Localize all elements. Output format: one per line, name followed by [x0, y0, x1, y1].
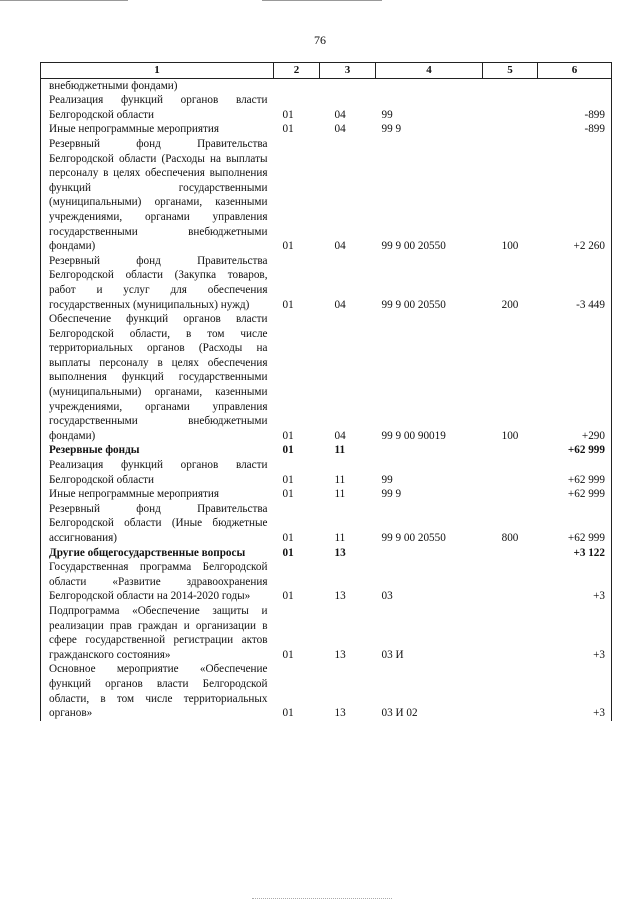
row-subsection-code: 04 — [334, 123, 346, 136]
row-expense-type — [483, 560, 538, 604]
table-row — [41, 312, 612, 443]
row-amount: +62 999 — [538, 443, 612, 458]
row-target-article: 99 9 00 20550 — [381, 240, 446, 253]
row-target-article: 99 9 00 20550 — [381, 532, 446, 544]
header-row — [41, 63, 612, 79]
row-expense-type — [483, 487, 538, 502]
row-expense-type — [483, 443, 538, 458]
row-target-article: 99 9 — [381, 488, 402, 501]
row-amount: +3 — [538, 604, 612, 662]
table-row — [41, 254, 612, 312]
table-row — [41, 458, 612, 487]
row-name: Основное мероприятие «Обеспечение функций органов власти Белгородской области, в том числе территориальных органов» — [41, 662, 274, 720]
row-expense-type — [483, 604, 538, 662]
column-header-6: 6 — [538, 63, 612, 79]
row-expense-type — [483, 122, 538, 137]
row-target-article: 99 9 — [381, 123, 402, 136]
row-subsection-code: 04 — [334, 240, 346, 253]
row-name: Обеспечение функций органов власти Белгородской области, в том числе территориальных органов (Расходы на выплаты персоналу в целях обеспечения выполнения функций государственными (муниципальными) органами, казенными учреждениями, органами управления государственными внебюджетными фондами) — [41, 312, 274, 443]
row-section-code: 01 — [282, 546, 294, 559]
row-expense-type — [483, 662, 538, 720]
bottom-edge-dots — [252, 898, 392, 899]
top-edge-line-right — [262, 0, 382, 1]
row-subsection-code: 04 — [334, 298, 346, 311]
table-row — [41, 443, 612, 458]
row-amount: +62 999 — [538, 458, 612, 487]
row-target-article — [376, 546, 483, 561]
row-subsection-code: 13 — [334, 707, 346, 720]
row-amount: -899 — [538, 122, 612, 137]
row-subsection-code: 13 — [334, 546, 346, 559]
row-name: Иные непрограммные мероприятия — [41, 487, 274, 502]
table-row — [41, 122, 612, 137]
row-expense-type — [483, 93, 538, 122]
row-amount: +2 260 — [538, 137, 612, 254]
row-expense-type — [483, 546, 538, 561]
table-row — [41, 93, 612, 122]
row-target-article: 99 — [381, 108, 393, 121]
row-target-article — [376, 443, 483, 458]
row-name: внебюджетными фондами) — [41, 78, 274, 93]
row-expense-type — [483, 78, 538, 93]
row-section-code — [274, 78, 320, 93]
row-section-code: 01 — [282, 108, 294, 121]
row-amount: +3 122 — [538, 546, 612, 561]
row-name: Государственная программа Белгородской области «Развитие здравоохранения Белгородской области на 2014-2020 годы» — [41, 560, 274, 604]
row-section-code: 01 — [282, 240, 294, 253]
table-row — [41, 662, 612, 720]
row-name: Реализация функций органов власти Белгородской области — [41, 458, 274, 487]
row-target-article: 03 — [381, 590, 393, 603]
column-header-5: 5 — [483, 63, 538, 79]
table-row — [41, 560, 612, 604]
column-header-3: 3 — [320, 63, 376, 79]
row-name: Резервный фонд Правительства Белгородской области (Закупка товаров, работ и услуг для обеспечения государственных (муниципальных) нужд) — [41, 254, 274, 312]
row-target-article: 99 9 00 20550 — [381, 298, 446, 311]
column-header-4: 4 — [376, 63, 483, 79]
row-section-code: 01 — [282, 648, 294, 661]
row-name: Реализация функций органов власти Белгородской области — [41, 93, 274, 122]
row-amount: +3 — [538, 560, 612, 604]
row-section-code: 01 — [282, 532, 294, 544]
table-row — [41, 502, 612, 546]
row-name: Иные непрограммные мероприятия — [41, 122, 274, 137]
row-subsection-code: 11 — [334, 473, 346, 486]
row-section-code: 01 — [282, 707, 294, 720]
row-amount: +62 999 — [538, 502, 612, 546]
column-header-1: 1 — [41, 63, 274, 79]
row-target-article: 03 И 02 — [381, 707, 418, 720]
row-section-code: 01 — [282, 444, 294, 457]
page-number: 76 — [314, 33, 326, 47]
row-subsection-code: 11 — [334, 488, 346, 501]
table-row — [41, 78, 612, 93]
row-subsection-code: 13 — [334, 590, 346, 603]
row-expense-type: 200 — [501, 298, 519, 311]
row-name: Резервные фонды — [41, 443, 274, 458]
row-section-code: 01 — [282, 473, 294, 486]
row-subsection-code: 04 — [334, 429, 346, 442]
row-subsection-code: 11 — [334, 532, 346, 544]
row-subsection-code: 11 — [334, 444, 346, 457]
row-subsection-code: 13 — [334, 648, 346, 661]
row-expense-type: 100 — [501, 240, 519, 253]
row-section-code: 01 — [282, 123, 294, 136]
row-section-code: 01 — [282, 429, 294, 442]
row-section-code: 01 — [282, 298, 294, 311]
row-amount: -899 — [538, 93, 612, 122]
row-amount: +62 999 — [538, 487, 612, 502]
top-edge-line-left — [0, 0, 128, 1]
table-row — [41, 604, 612, 662]
row-subsection-code — [320, 78, 376, 93]
row-name: Резервный фонд Правительства Белгородской области (Расходы на выплаты персоналу в целях обеспечения выполнения функций государственными (муниципальными) органами, казенными учреждениями, органами управления государственными внебюджетными фондами) — [41, 137, 274, 254]
row-target-article: 03 И — [381, 648, 404, 661]
row-target-article — [376, 78, 483, 93]
row-target-article: 99 — [381, 473, 393, 486]
row-amount: -3 449 — [538, 254, 612, 312]
table-row — [41, 487, 612, 502]
row-amount: +3 — [538, 662, 612, 720]
row-name: Резервный фонд Правительства Белгородской области (Иные бюджетные ассигнования) — [41, 502, 274, 546]
budget-table — [40, 62, 612, 721]
row-name: Подпрограмма «Обеспечение защиты и реализации прав граждан и организации в сфере государственной регистрации актов гражданского состояния» — [41, 604, 274, 662]
row-subsection-code: 04 — [334, 108, 346, 121]
row-expense-type: 800 — [501, 532, 519, 544]
row-expense-type: 100 — [501, 429, 519, 442]
row-name: Другие общегосударственные вопросы — [41, 546, 274, 561]
column-header-2: 2 — [274, 63, 320, 79]
row-section-code: 01 — [282, 488, 294, 501]
row-amount — [538, 78, 612, 93]
table-row — [41, 546, 612, 561]
row-amount: +290 — [538, 312, 612, 443]
row-section-code: 01 — [282, 590, 294, 603]
table-row — [41, 137, 612, 254]
row-target-article: 99 9 00 90019 — [381, 429, 446, 442]
table-body — [41, 78, 612, 721]
row-expense-type — [483, 458, 538, 487]
